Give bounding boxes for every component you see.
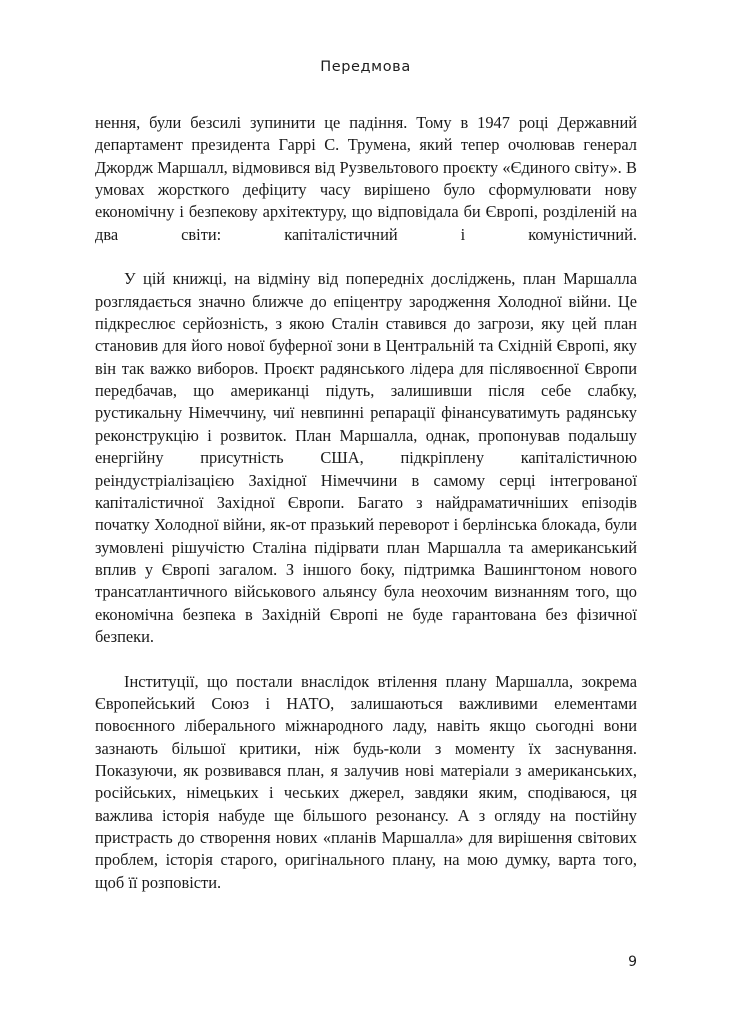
running-head: Передмова <box>320 59 411 75</box>
paragraph: Інституції, що постали внаслідок втілення плану Маршалла, зокрема Європейський Союз і НАТО, залишаються важливими елементами повоєнного ліберального міжнародного ладу, навіть якщо сьогодні вони зазнають більшої критики, ніж будь-коли з моменту їх заснування. Показуючи, як розвивався план, я залучив нові матеріали з американських, російських, німецьких і чеських джерел, завдяки яким, сподіваюся, ця важлива історія набуде ще більшого резонансу. А з огляду на постійну пристрасть до створення нових «планів Маршалла» для вирішення світових проблем, історія старого, оригінального плану, на мою думку, варта того, щоб її розповісти. <box>95 671 637 892</box>
body-text-block <box>95 112 637 894</box>
paragraph: У цій книжці, на відміну від попередніх досліджень, план Маршалла розглядається значно ближче до епіцентру зародження Холодної війни. Це підкреслює серйозність, з якою Сталін ставився до загрози, яку цей план становив для його нової буферної зони в Центральній та Східній Європі, яку він так важко виборов. Проєкт радянського лідера для післявоєнної Європи передбачав, що американці підуть, залишивши після себе слабку, рустикальну Німеччину, чиї невпинні репарації фінансуватимуть радянську реконструкцію і розвиток. План Маршалла, однак, пропонував подальшу енергійну присутність США, підкріплену капіталістичною реіндустріалізацією Західної Німеччини в самому серці інтегрованої капіталістичної Західної Європи. Багато з найдраматичніших епізодів початку Холодної війни, як-от празький переворот і берлінська блокада, були зумовлені рішучістю Сталіна підірвати план Маршалла та американський вплив у Європі загалом. З іншого боку, підтримка Вашингтоном нового трансатлантичного військового альянсу була неохочим визнанням того, що економічна безпека в Західній Європі не буде гарантована без фізичної безпеки. <box>95 269 637 646</box>
paragraph: нення, були безсилі зупинити це падіння. Тому в 1947 році Державний департамент президента Гаррі С. Трумена, який тепер очолював генерал Джордж Маршалл, відмовився від Рузвельтового проєкту «Єдиного світу». В умовах жорсткого дефіциту часу вирішено було сформулювати нову економічну і безпекову архітектуру, що відповідала би Європі, розділеній на два світи: капіталістичний і комуністичний. <box>95 113 637 244</box>
page-number: 9 <box>628 954 637 970</box>
